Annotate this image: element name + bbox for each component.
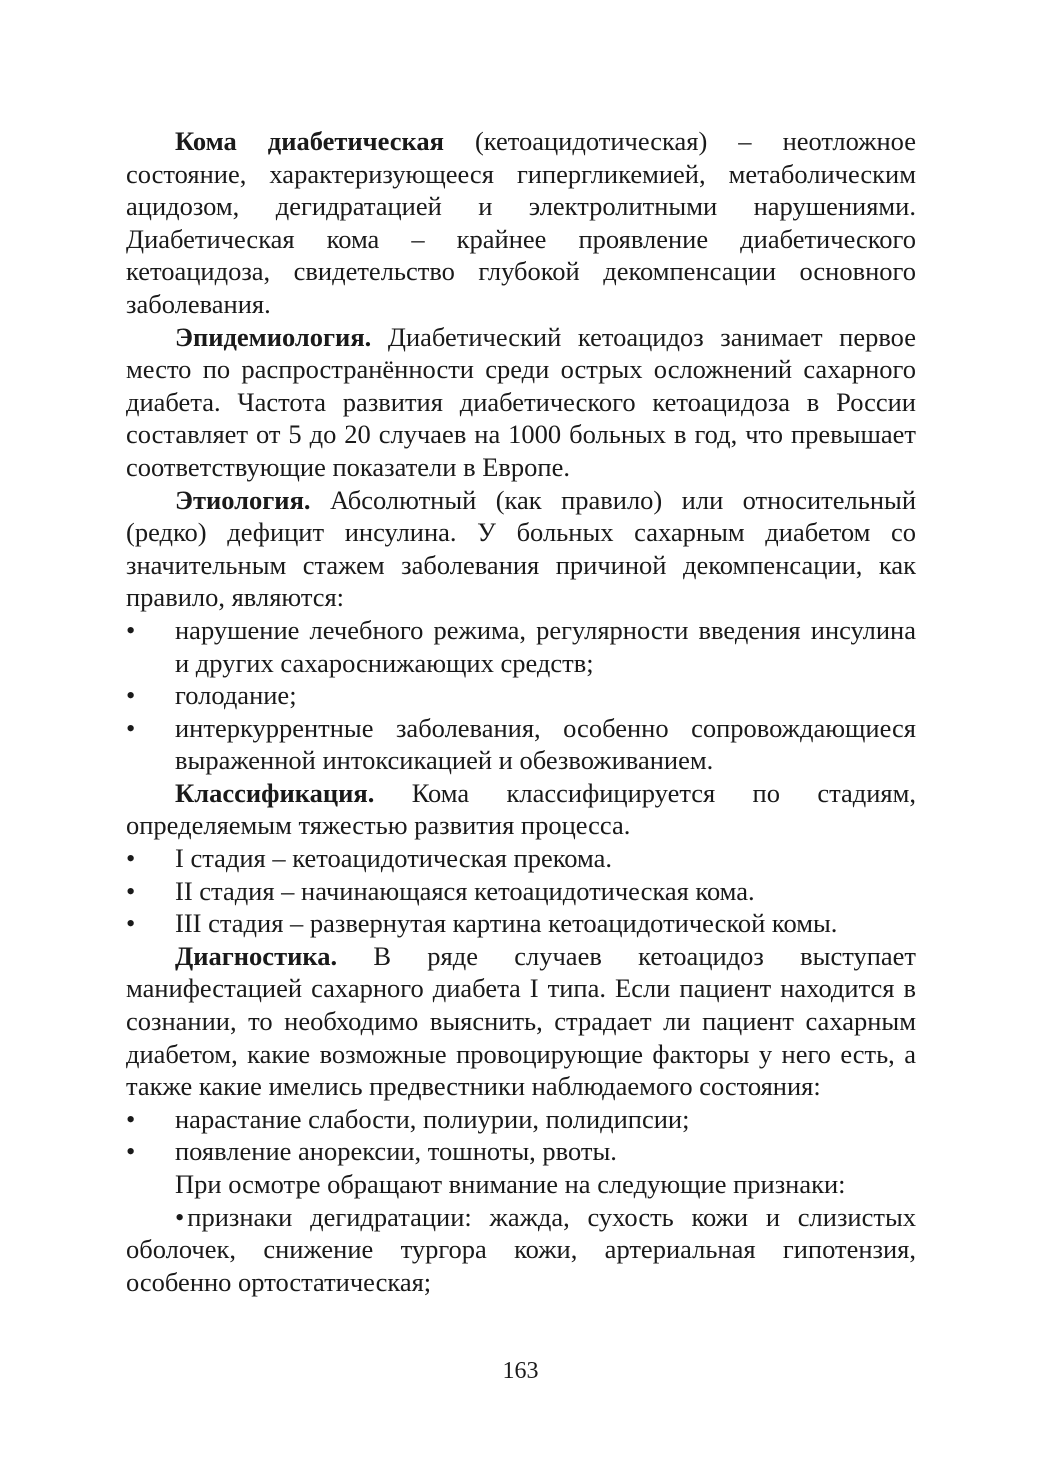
- document-page: [126, 125, 916, 1298]
- list-item: [126, 712, 916, 777]
- classification-text: Кома классифицируется по стадиям, определяемым тяжестью развития процесса.: [126, 777, 916, 841]
- list-item: [126, 907, 916, 940]
- list-item: [126, 1103, 916, 1136]
- coma-term: Кома диабетическая: [175, 126, 444, 156]
- list-item-text: голодание;: [175, 680, 297, 711]
- etiology-term: Этиология.: [175, 484, 311, 515]
- diagnostics-paragraph: [126, 940, 916, 1103]
- bullet-icon: •: [126, 875, 136, 906]
- bullet-icon: •: [126, 843, 136, 874]
- list-item: [126, 875, 916, 908]
- list-item-text: нарастание слабости, полиурии, полидипсии;: [175, 1103, 690, 1134]
- examination-paragraph: [126, 1168, 916, 1201]
- dehydration-paragraph: [126, 1201, 916, 1299]
- etiology-text: Абсолютный (как правило) или относительный (редко) дефицит инсулина. У больных сахарным диабетом со значительным стажем заболевания причиной декомпенсации, как правило, являются:: [126, 484, 916, 613]
- list-item-text: II стадия – начинающаяся кетоацидотическая кома.: [175, 875, 755, 906]
- diagnostics-term: Диагностика.: [175, 940, 338, 971]
- bullet-icon: •: [126, 908, 136, 939]
- bullet-icon: •: [126, 1136, 136, 1167]
- epidemiology-term: Эпидемиология.: [175, 321, 372, 352]
- etiology-paragraph: [126, 484, 916, 614]
- coma-paragraph: [126, 125, 916, 321]
- diagnostics-text: В ряде случаев кетоацидоз выступает манифестацией сахарного диабета I типа. Если пациент находится в сознании, то необходимо выяснить, страдает ли пациент сахарным диабетом, какие возможные провоцирующие факторы у него есть, а также какие имелись предвестники наблюдаемого состояния:: [126, 940, 916, 1102]
- coma-text: (кетоацидотическая) – неотложное состояние, характеризующееся гипергликемией, метаболическим ацидозом, дегидратацией и электролитными нарушениями. Диабетическая кома – крайнее проявление диабетического кетоацидоза, свидетельство глубокой декомпенсации основного заболевания.: [126, 126, 916, 319]
- dehydration-text: признаки дегидратации: жажда, сухость кожи и слизистых оболочек, снижение тургора кожи, артериальная гипотензия, особенно ортостатическая;: [126, 1201, 916, 1297]
- bullet-icon: •: [126, 614, 136, 645]
- list-item-text: III стадия – развернутая картина кетоацидотической комы.: [175, 908, 838, 939]
- epidemiology-paragraph: [126, 321, 916, 484]
- list-item-text: интеркуррентные заболевания, особенно сопровождающиеся выраженной интоксикацией и обезвоживанием.: [175, 712, 916, 776]
- examination-text: При осмотре обращают внимание на следующие признаки:: [175, 1169, 846, 1199]
- epidemiology-text: Диабетический кетоацидоз занимает первое место по распространённости среди острых осложнений сахарного диабета. Частота развития диабетического кетоацидоза в России составляет от 5 до 20 случаев на 1000 больных в год, что превышает соответствующие показатели в Европе.: [126, 321, 916, 482]
- diagnostics-list: [126, 1103, 916, 1168]
- etiology-list: [126, 614, 916, 777]
- list-item: [126, 614, 916, 679]
- bullet-icon: •: [175, 1201, 185, 1232]
- bullet-icon: •: [126, 680, 136, 711]
- list-item: [126, 842, 916, 875]
- classification-term: Классификация.: [175, 777, 375, 808]
- classification-list: [126, 842, 916, 940]
- list-item-text: появление анорексии, тошноты, рвоты.: [175, 1136, 617, 1167]
- classification-paragraph: [126, 777, 916, 842]
- bullet-icon: •: [126, 1103, 136, 1134]
- list-item-text: I стадия – кетоацидотическая прекома.: [175, 843, 612, 874]
- list-item: [126, 1135, 916, 1168]
- bullet-icon: •: [126, 712, 136, 743]
- page-number: 163: [502, 1358, 539, 1384]
- list-item-text: нарушение лечебного режима, регулярности введения инсулина и других сахароснижающих средств;: [175, 614, 916, 678]
- list-item: [126, 679, 916, 712]
